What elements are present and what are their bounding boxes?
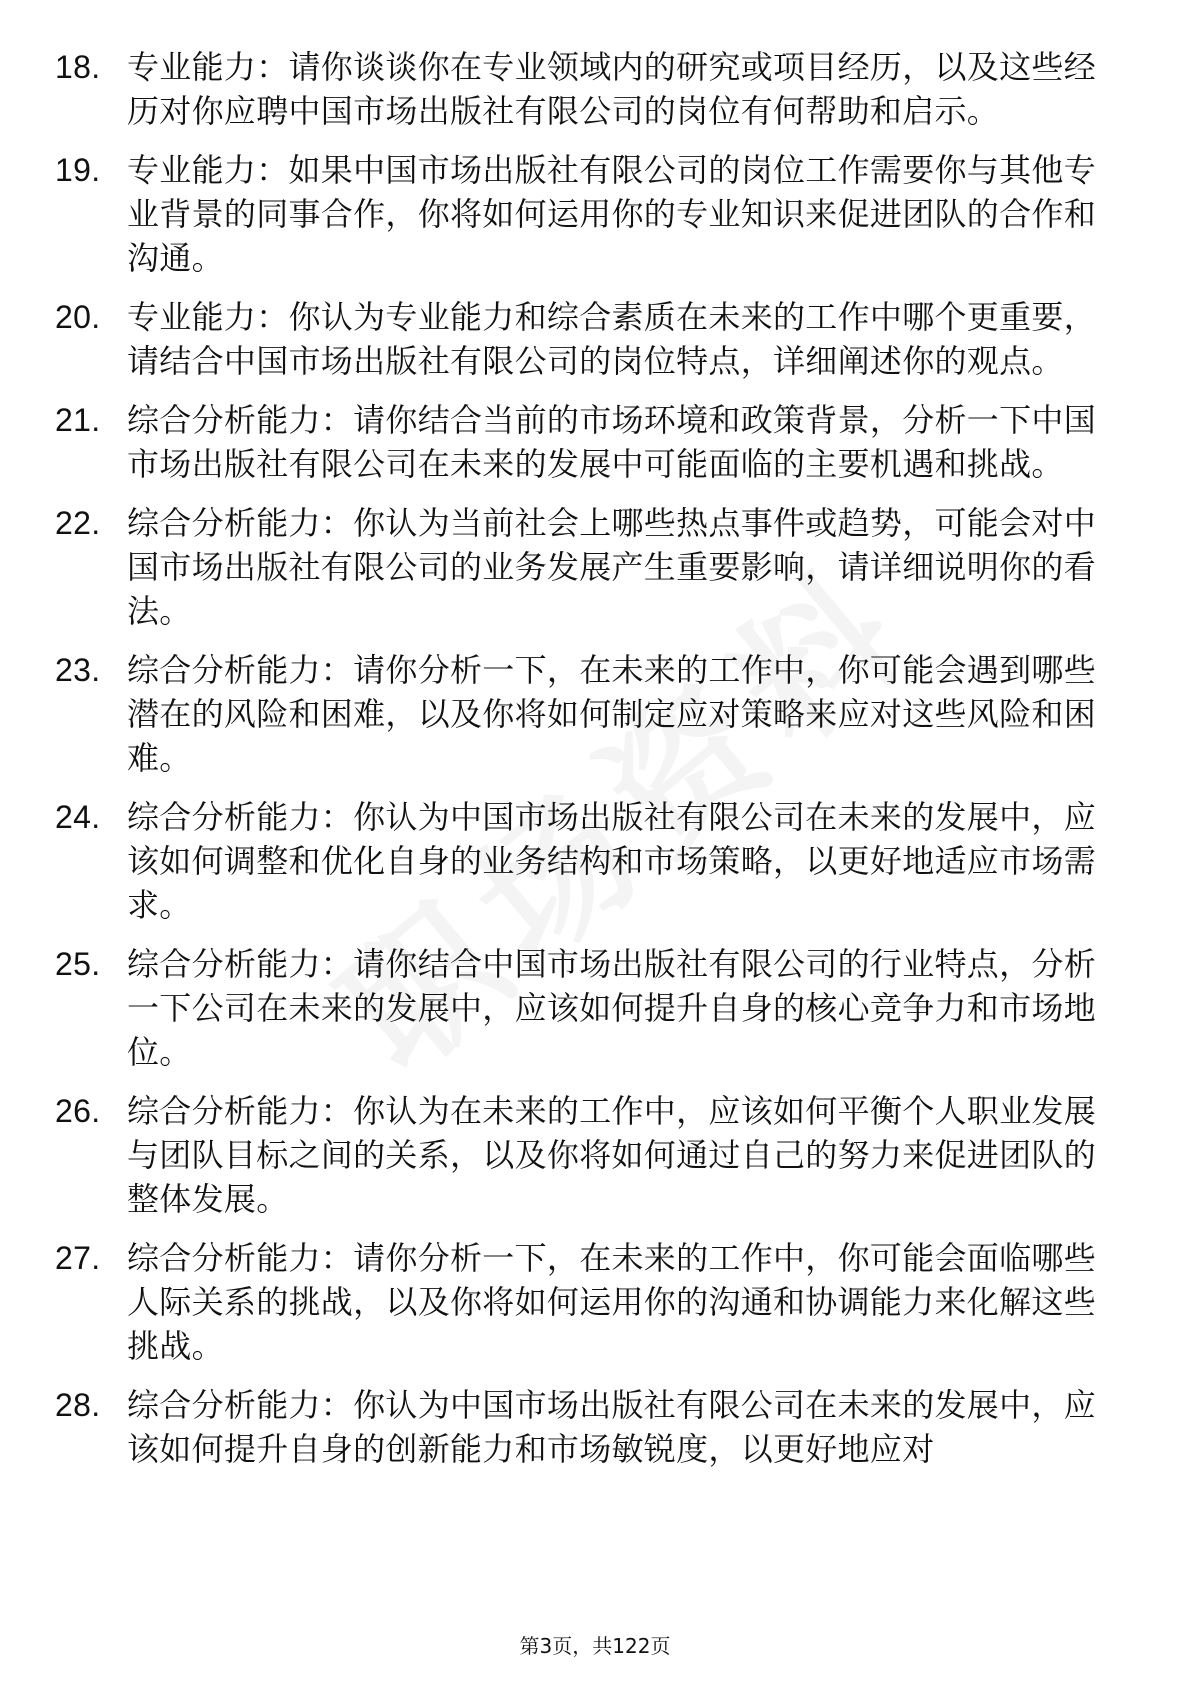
question-number: 25. xyxy=(55,946,101,982)
question-item-28 xyxy=(55,1383,1125,1471)
question-list xyxy=(55,45,1125,1486)
question-text: 专业能力：如果中国市场出版社有限公司的岗位工作需要你与其他专业背景的同事合作，你将如何运用你的专业知识来促进团队的合作和沟通。 xyxy=(127,151,1097,277)
question-item-19 xyxy=(55,148,1125,280)
question-item-25 xyxy=(55,942,1125,1074)
question-number: 18. xyxy=(55,49,101,85)
question-item-18 xyxy=(55,45,1125,133)
question-item-24 xyxy=(55,795,1125,927)
question-text: 综合分析能力：你认为中国市场出版社有限公司在未来的发展中，应该如何调整和优化自身的业务结构和市场策略，以更好地适应市场需求。 xyxy=(127,798,1097,924)
question-text: 综合分析能力：请你结合中国市场出版社有限公司的行业特点，分析一下公司在未来的发展中，应该如何提升自身的核心竞争力和市场地位。 xyxy=(127,945,1097,1071)
question-text: 专业能力：请你谈谈你在专业领域内的研究或项目经历，以及这些经历对你应聘中国市场出版社有限公司的岗位有何帮助和启示。 xyxy=(127,48,1097,130)
question-text: 综合分析能力：请你分析一下，在未来的工作中，你可能会面临哪些人际关系的挑战，以及你将如何运用你的沟通和协调能力来化解这些挑战。 xyxy=(127,1239,1097,1365)
question-item-26 xyxy=(55,1089,1125,1221)
question-item-23 xyxy=(55,648,1125,780)
question-number: 21. xyxy=(55,402,101,438)
question-number: 22. xyxy=(55,505,101,541)
question-text: 专业能力：你认为专业能力和综合素质在未来的工作中哪个更重要，请结合中国市场出版社有限公司的岗位特点，详细阐述你的观点。 xyxy=(127,298,1097,380)
question-number: 23. xyxy=(55,652,101,688)
question-number: 28. xyxy=(55,1387,101,1423)
question-number: 20. xyxy=(55,299,101,335)
question-item-22 xyxy=(55,501,1125,633)
question-number: 27. xyxy=(55,1240,101,1276)
question-text: 综合分析能力：你认为在未来的工作中，应该如何平衡个人职业发展与团队目标之间的关系，以及你将如何通过自己的努力来促进团队的整体发展。 xyxy=(127,1092,1097,1218)
question-number: 19. xyxy=(55,152,101,188)
question-item-27 xyxy=(55,1236,1125,1368)
question-item-20 xyxy=(55,295,1125,383)
page-number-footer: 第3页，共122页 xyxy=(519,1634,671,1658)
question-text: 综合分析能力：请你结合当前的市场环境和政策背景，分析一下中国市场出版社有限公司在未来的发展中可能面临的主要机遇和挑战。 xyxy=(127,401,1097,483)
question-number: 24. xyxy=(55,799,101,835)
question-text: 综合分析能力：你认为中国市场出版社有限公司在未来的发展中，应该如何提升自身的创新能力和市场敏锐度，以更好地应对 xyxy=(127,1386,1097,1468)
question-number: 26. xyxy=(55,1093,101,1129)
question-item-21 xyxy=(55,398,1125,486)
question-text: 综合分析能力：请你分析一下，在未来的工作中，你可能会遇到哪些潜在的风险和困难，以及你将如何制定应对策略来应对这些风险和困难。 xyxy=(127,651,1097,777)
question-text: 综合分析能力：你认为当前社会上哪些热点事件或趋势，可能会对中国市场出版社有限公司的业务发展产生重要影响，请详细说明你的看法。 xyxy=(127,504,1097,630)
